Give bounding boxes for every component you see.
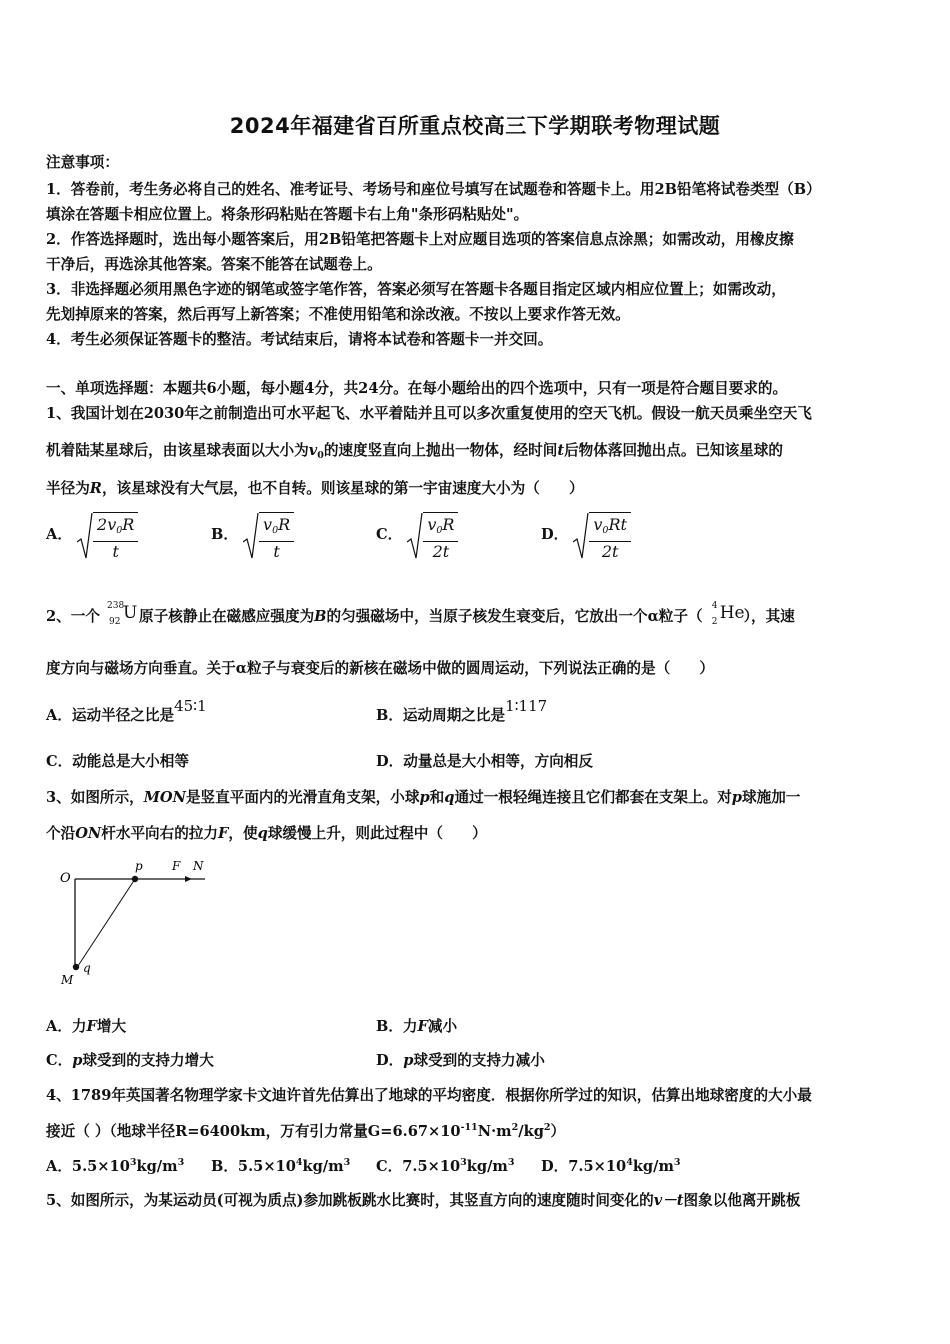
label-q: q: [83, 961, 91, 975]
q3-text: 和: [429, 789, 445, 806]
notice-heading: 注意事项：: [46, 154, 119, 171]
label-o: O: [60, 871, 71, 886]
notice-line-4: 干净后，再选涂其他答案。答案不能答在试题卷上。: [46, 256, 382, 273]
q3-line-2: [46, 822, 487, 843]
q3-option-c[interactable]: C．p球受到的支持力增大: [46, 1052, 214, 1069]
q3-figure: [55, 852, 215, 992]
q3-var-F: F: [218, 825, 229, 842]
q1-option-d[interactable]: [541, 512, 631, 562]
notice-line-6: 先划掉原来的答案，然后再写上新答案；不准使用铅笔和涂改液。不按以上要求作答无效。: [46, 306, 630, 323]
q4-option-a[interactable]: A．$5.5\times 10^3kg/m^3$: [46, 1157, 185, 1175]
arrow-icon: [185, 876, 192, 882]
option-label: B．: [211, 526, 238, 543]
q1-var-v: v: [308, 442, 318, 459]
sqrt-expression: $\frac{v_0Rt}{2t}$: [573, 512, 631, 562]
q1-text: 机着陆某星球后，由该星球表面以大小为: [46, 442, 309, 459]
uranium-nuclide: 238 92 U: [107, 601, 138, 627]
q3-var-p: p: [419, 789, 430, 806]
q2-text: 原子核静止在磁感应强度为: [139, 608, 315, 625]
ratio-value: 1∶117: [505, 697, 548, 715]
q3-text: 杆水平向右的拉力: [101, 825, 219, 842]
notice-line-1: 1．答卷前，考生务必将自己的姓名、准考证号、考场号和座位号填写在试题卷和答题卡上。用2B铅笔将试卷类型（B）: [46, 181, 821, 198]
q2-text: 2、一个: [46, 608, 100, 625]
ball-p: [132, 876, 138, 882]
label-f: F: [172, 859, 181, 873]
q3-var-p: p: [731, 789, 743, 806]
q1-option-b[interactable]: [211, 512, 294, 562]
q2-option-c[interactable]: C．动能总是大小相等: [46, 753, 189, 770]
section-heading: 一、单项选择题：本题共6小题，每小题4分，共24分。在每小题给出的四个选项中，只有一项是符合题目要求的。: [46, 380, 788, 397]
q3-text: 球缓慢上升，则此过程中（ ）: [267, 825, 487, 842]
option-label: C．: [376, 526, 403, 543]
q1-text: 的速度竖直向上抛出一物体，经时间: [323, 442, 558, 459]
q3-var-q: q: [257, 825, 268, 842]
q1-line-1: 1、我国计划在2030年之前制造出可水平起飞、水平着陆并且可以多次重复使用的空天飞机。假设一航天员乘坐空天飞: [46, 405, 812, 422]
rope: [76, 879, 135, 969]
notice-line-3: 2．作答选择题时，选出每小题答案后，用2B铅笔把答题卡上对应题目选项的答案信息点涂黑；如需改动，用橡皮擦: [46, 231, 794, 248]
label-p: p: [135, 859, 143, 873]
q3-option-b[interactable]: B．力F减小: [376, 1018, 458, 1035]
q2-text: ），其速: [743, 608, 795, 625]
notice-line-2: 填涂在答题卡相应位置上。将条形码粘贴在答题卡右上角"条形码粘贴处"。: [46, 206, 529, 223]
q3-text: 个沿: [46, 825, 76, 842]
q4-line-1: 4、1789年英国著名物理学家卡文迪许首先估算出了地球的平均密度．根据你所学过的知识，估算出地球密度的大小最: [46, 1087, 812, 1104]
q3-var-q: q: [444, 789, 455, 806]
label-m: M: [61, 973, 74, 987]
q2-option-a[interactable]: [46, 697, 207, 725]
ball-q: [73, 964, 79, 970]
option-label: A．: [46, 526, 72, 543]
q1-text: ，该星球没有大气层，也不自转。则该星球的第一宇宙速度大小为（ ）: [101, 480, 584, 497]
q3-var-ON: ON: [75, 825, 102, 842]
q1-option-a[interactable]: [46, 512, 138, 562]
q2-text: 的匀强磁场中，当原子核发生衰变后，它放出一个α粒子（: [326, 608, 703, 625]
q1-var-v-sub: 0: [317, 450, 324, 461]
sqrt-expression: $\frac{v_0R}{2t}$: [407, 512, 458, 562]
q3-text: 3、如图所示，: [46, 789, 144, 806]
q2-option-d[interactable]: D．动量总是大小相等，方向相反: [376, 753, 593, 770]
label-n: N: [193, 859, 204, 873]
q4-option-c[interactable]: C．$7.5\times 10^3kg/m^3$: [376, 1157, 515, 1175]
q4-line-2: 接近（ ）（地球半径R=6400km，万有引力常量$G=6.67\times 10^{-11}N\cdot m^2/kg^2$）: [46, 1122, 566, 1140]
q5-line-1: 5、如图所示，为某运动员(可视为质点)参加跳板跳水比赛时，其竖直方向的速度随时间变化的v－t图象以他离开跳板: [46, 1192, 801, 1209]
q1-line-3: [46, 477, 584, 498]
q3-text: 是竖直平面内的光滑直角支架，小球: [185, 789, 420, 806]
sqrt-expression: $\frac{v_0R}{t}$: [243, 512, 294, 562]
helium-nuclide: 4 2 He: [711, 601, 745, 627]
sqrt-expression: $\frac{2v_0R}{t}$: [77, 512, 138, 562]
q4-option-d[interactable]: D．$7.5\times 10^4kg/m^3$: [541, 1157, 681, 1175]
q1-var-R: R: [89, 480, 102, 497]
q1-option-c[interactable]: [376, 512, 458, 562]
q3-var-MON: MON: [143, 789, 186, 806]
q3-line-1: [46, 786, 800, 807]
q4-option-b[interactable]: B．$5.5\times 10^4kg/m^3$: [211, 1157, 351, 1175]
option-label: A．运动半径之比是: [46, 707, 175, 724]
q3-text: ，使: [228, 825, 258, 842]
notice-line-7: 4．考生必须保证答题卡的整洁。考试结束后，请将本试卷和答题卡一并交回。: [46, 331, 553, 348]
option-label: B．运动周期之比是: [376, 707, 506, 724]
q2-option-b[interactable]: [376, 697, 548, 725]
q1-line-2: [46, 439, 783, 461]
q1-text: 半径为: [46, 480, 90, 497]
q1-var-t: t: [557, 442, 565, 459]
q3-option-a[interactable]: A．力F增大: [46, 1018, 127, 1035]
q2-line-2: 度方向与磁场方向垂直。关于α粒子与衰变后的新核在磁场中做的圆周运动，下列说法正确的是（ ）: [46, 660, 714, 677]
exam-title: 2024年福建省百所重点校高三下学期联考物理试题: [229, 114, 721, 138]
notice-line-5: 3．非选择题必须用黑色字迹的钢笔或签字笔作答，答案必须写在答题卡各题目指定区域内相应位置上；如需改动，: [46, 281, 786, 298]
q2-line-1: [46, 601, 795, 627]
ratio-value: 45∶1: [174, 697, 207, 715]
q3-text: 球施加一: [742, 789, 801, 806]
q3-text: 通过一根轻绳连接且它们都套在支架上。对: [454, 789, 732, 806]
q1-text: 后物体落回抛出点。已知该星球的: [564, 442, 783, 459]
option-label: D．: [541, 526, 569, 543]
q3-option-d[interactable]: D．p球受到的支持力减小: [376, 1052, 545, 1069]
q2-var-B: B: [314, 608, 327, 625]
